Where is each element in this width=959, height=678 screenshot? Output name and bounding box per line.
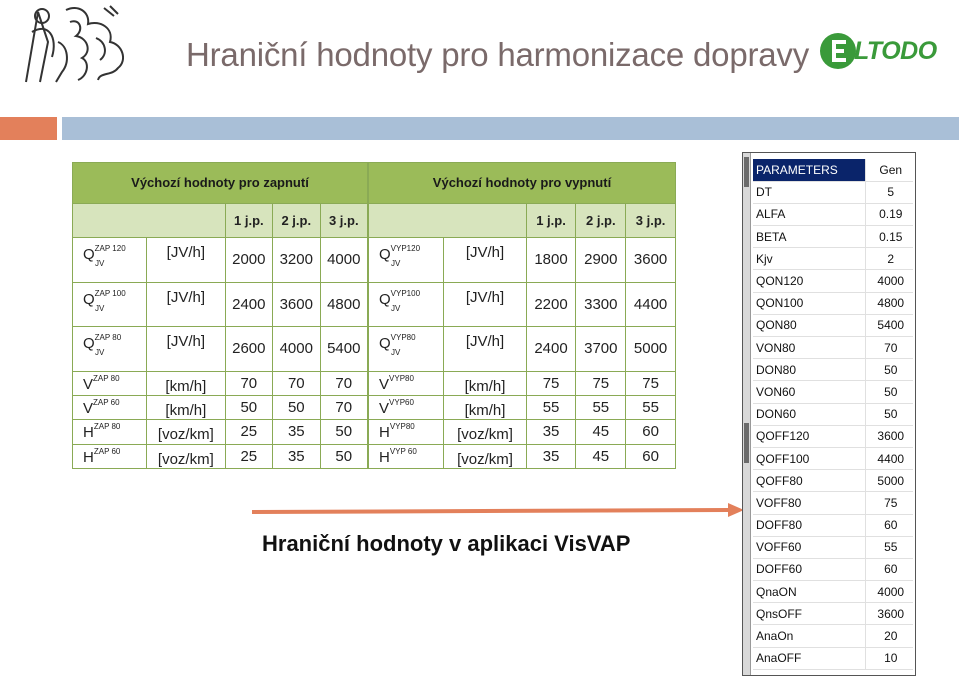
parameter-value[interactable]: 0.19 (865, 203, 913, 225)
column-header: 2 j.p. (273, 203, 320, 237)
symbol-superscript: ZAP 80 (94, 333, 122, 343)
table-row (369, 420, 676, 444)
unit-cell: [km/h] (444, 371, 526, 395)
arrow-right-icon (252, 501, 744, 523)
table-row (73, 444, 368, 468)
parameter-value[interactable]: 55 (865, 536, 913, 558)
unit-cell: [km/h] (147, 371, 225, 395)
parameter-row[interactable] (753, 425, 913, 447)
table-row (369, 327, 676, 372)
table-title: Výchozí hodnoty pro vypnutí (369, 163, 676, 204)
parameter-value[interactable]: 4400 (865, 447, 913, 469)
symbol-subscript: JV (391, 303, 401, 313)
parameters-header-value: Gen (865, 159, 913, 181)
value-cell: 5000 (626, 327, 676, 372)
parameter-row[interactable] (753, 314, 913, 336)
visvap-caption: Hraniční hodnoty v aplikaci VisVAP (262, 531, 631, 556)
symbol-cell (369, 420, 444, 444)
symbol-superscript: VYP80 (389, 373, 414, 383)
symbol-letter: H (83, 424, 94, 442)
parameter-row[interactable] (753, 248, 913, 270)
parameter-name: DON60 (753, 403, 865, 425)
parameter-row[interactable] (753, 403, 913, 425)
value-cell: 75 (626, 371, 676, 395)
header-blank (73, 203, 226, 237)
symbol-letter: V (83, 375, 94, 393)
symbol-cell (369, 444, 444, 468)
eltodo-logo (818, 28, 938, 74)
symbol-cell (369, 327, 444, 372)
symbol-letter: V (83, 400, 94, 418)
parameter-name: QON100 (753, 292, 865, 314)
value-cell: 50 (320, 444, 367, 468)
parameter-name: DOFF80 (753, 514, 865, 536)
value-cell: 3600 (626, 237, 676, 282)
parameter-name: VOFF80 (753, 492, 865, 514)
parameter-value[interactable]: 75 (865, 492, 913, 514)
table-row (369, 396, 676, 420)
symbol-letter: H (379, 424, 390, 442)
parameter-value[interactable]: 4000 (865, 581, 913, 603)
value-cell: 35 (526, 444, 576, 468)
table-switch-on (72, 162, 368, 469)
eltodo-e-icon (818, 31, 858, 71)
parameter-value[interactable]: 5400 (865, 314, 913, 336)
parameter-name: VON60 (753, 381, 865, 403)
parameter-row[interactable] (753, 581, 913, 603)
unit-cell: [voz/km] (147, 444, 225, 468)
parameter-row[interactable] (753, 558, 913, 580)
table-row (73, 371, 368, 395)
symbol-letter: H (83, 448, 94, 466)
symbol-cell (369, 371, 444, 395)
unit-cell: [km/h] (147, 396, 225, 420)
parameter-value[interactable]: 2 (865, 248, 913, 270)
value-cell: 75 (576, 371, 626, 395)
symbol-letter: Q (83, 335, 95, 353)
value-cell: 75 (526, 371, 576, 395)
value-cell: 2200 (526, 282, 576, 327)
parameter-value[interactable]: 0.15 (865, 226, 913, 248)
parameter-name: BETA (753, 226, 865, 248)
symbol-cell (369, 237, 444, 282)
scrollbar-thumb[interactable] (744, 157, 749, 187)
value-cell: 70 (225, 371, 272, 395)
eltodo-brand-text: LTODO (854, 36, 937, 65)
unit-cell: [voz/km] (147, 420, 225, 444)
value-cell: 25 (225, 420, 272, 444)
parameter-value[interactable]: 5000 (865, 470, 913, 492)
parameter-value[interactable]: 3600 (865, 603, 913, 625)
parameter-name: ALFA (753, 203, 865, 225)
unit-cell: [JV/h] (444, 327, 526, 372)
parameter-value[interactable]: 60 (865, 514, 913, 536)
value-cell: 2900 (576, 237, 626, 282)
parameter-value[interactable]: 60 (865, 558, 913, 580)
parameter-row[interactable] (753, 181, 913, 203)
table-switch-off (368, 162, 676, 469)
parameter-row[interactable] (753, 514, 913, 536)
value-cell: 50 (273, 396, 320, 420)
parameter-row[interactable] (753, 270, 913, 292)
parameter-name: QOFF80 (753, 470, 865, 492)
symbol-letter: Q (379, 246, 391, 264)
column-header: 1 j.p. (526, 203, 576, 237)
symbol-letter: H (379, 448, 390, 466)
value-cell: 3700 (576, 327, 626, 372)
table-row (369, 444, 676, 468)
parameters-header-name: PARAMETERS (753, 159, 865, 181)
symbol-letter: V (379, 375, 390, 393)
parameter-name: QON80 (753, 314, 865, 336)
symbol-cell (73, 282, 147, 327)
value-cell: 50 (225, 396, 272, 420)
value-cell: 1800 (526, 237, 576, 282)
value-cell: 4000 (320, 237, 367, 282)
value-cell: 45 (576, 420, 626, 444)
symbol-cell (73, 371, 147, 395)
column-header: 3 j.p. (626, 203, 676, 237)
value-cell: 45 (576, 444, 626, 468)
parameters-header-row[interactable] (753, 159, 913, 181)
symbol-subscript: JV (391, 259, 401, 269)
symbol-superscript: VYP120 (390, 244, 421, 254)
unit-cell: [JV/h] (147, 327, 225, 372)
value-cell: 35 (273, 420, 320, 444)
unit-cell: [JV/h] (147, 282, 225, 327)
scrollbar-thumb[interactable] (744, 423, 749, 463)
symbol-subscript: JV (95, 259, 105, 269)
symbol-superscript: VYP80 (389, 422, 415, 432)
unit-cell: [voz/km] (444, 444, 526, 468)
symbol-cell (73, 396, 147, 420)
value-cell: 55 (526, 396, 576, 420)
symbol-subscript: JV (95, 303, 105, 313)
parameter-value[interactable]: 3600 (865, 425, 913, 447)
parameter-name: AnaOFF (753, 647, 865, 669)
value-cell: 60 (626, 444, 676, 468)
value-cell: 60 (626, 420, 676, 444)
symbol-letter: Q (83, 246, 95, 264)
panel-scrollbar[interactable] (743, 153, 751, 675)
symbol-superscript: ZAP 80 (93, 422, 121, 432)
visvap-parameters-panel (742, 152, 916, 676)
symbol-letter: Q (379, 335, 391, 353)
page-title: Hraniční hodnoty pro harmonizace dopravy (186, 36, 810, 73)
value-cell: 5400 (320, 327, 367, 372)
symbol-letter: V (379, 400, 390, 418)
parameter-name: QOFF100 (753, 447, 865, 469)
parameter-name: VOFF60 (753, 536, 865, 558)
parameter-name: QOFF120 (753, 425, 865, 447)
symbol-letter: Q (379, 290, 391, 308)
parameter-value[interactable]: 4000 (865, 270, 913, 292)
symbol-superscript: VYP 60 (389, 446, 417, 456)
unit-cell: [JV/h] (444, 237, 526, 282)
column-header: 1 j.p. (225, 203, 272, 237)
parameter-row[interactable] (753, 536, 913, 558)
unit-cell: [voz/km] (444, 420, 526, 444)
parameter-value[interactable]: 4800 (865, 292, 913, 314)
value-cell: 70 (273, 371, 320, 395)
symbol-superscript: ZAP 120 (94, 244, 126, 254)
parameter-row[interactable] (753, 337, 913, 359)
symbol-superscript: VYP80 (390, 333, 416, 343)
value-cell: 2600 (225, 327, 272, 372)
value-cell: 4000 (273, 327, 320, 372)
unit-cell: [JV/h] (444, 282, 526, 327)
value-cell: 4400 (626, 282, 676, 327)
symbol-cell (73, 420, 147, 444)
parameter-row[interactable] (753, 359, 913, 381)
parameter-name: AnaOn (753, 625, 865, 647)
parameter-row[interactable] (753, 470, 913, 492)
table-title: Výchozí hodnoty pro zapnutí (73, 163, 368, 204)
value-cell: 70 (320, 371, 367, 395)
column-header: 3 j.p. (320, 203, 367, 237)
value-cell: 2400 (225, 282, 272, 327)
parameter-value[interactable]: 50 (865, 403, 913, 425)
value-cell: 35 (526, 420, 576, 444)
table-row (369, 237, 676, 282)
parameter-row[interactable] (753, 492, 913, 514)
parameter-row[interactable] (753, 381, 913, 403)
parameter-row[interactable] (753, 625, 913, 647)
parameter-value[interactable]: 50 (865, 381, 913, 403)
symbol-subscript: JV (391, 348, 401, 358)
parameter-name: DT (753, 181, 865, 203)
table-row (73, 396, 368, 420)
table-row (73, 237, 368, 282)
table-row (369, 371, 676, 395)
symbol-superscript: ZAP 100 (94, 288, 126, 298)
parameter-row[interactable] (753, 203, 913, 225)
value-cell: 55 (576, 396, 626, 420)
unit-cell: [JV/h] (147, 237, 225, 282)
university-lion-logo (18, 2, 133, 86)
value-cell: 3600 (273, 282, 320, 327)
unit-cell: [km/h] (444, 396, 526, 420)
value-cell: 2400 (526, 327, 576, 372)
symbol-cell (73, 237, 147, 282)
table-row (73, 420, 368, 444)
parameter-row[interactable] (753, 447, 913, 469)
symbol-cell (369, 396, 444, 420)
parameter-row[interactable] (753, 603, 913, 625)
table-row (73, 282, 368, 327)
accent-bar-orange (0, 117, 57, 140)
column-header: 2 j.p. (576, 203, 626, 237)
parameter-name: Kjv (753, 248, 865, 270)
symbol-subscript: JV (95, 348, 105, 358)
parameter-value[interactable]: 10 (865, 647, 913, 669)
symbol-cell (73, 444, 147, 468)
value-cell: 3200 (273, 237, 320, 282)
parameter-value[interactable]: 20 (865, 625, 913, 647)
symbol-superscript: VYP60 (389, 398, 414, 408)
value-cell: 2000 (225, 237, 272, 282)
parameter-name: QON120 (753, 270, 865, 292)
parameter-name: QnaON (753, 581, 865, 603)
symbol-superscript: VYP100 (390, 288, 421, 298)
symbol-superscript: ZAP 80 (93, 373, 120, 383)
value-cell: 35 (273, 444, 320, 468)
parameter-row[interactable] (753, 647, 913, 669)
value-cell: 3300 (576, 282, 626, 327)
symbol-superscript: ZAP 60 (93, 446, 121, 456)
parameter-row[interactable] (753, 226, 913, 248)
value-cell: 50 (320, 420, 367, 444)
value-cell: 25 (225, 444, 272, 468)
table-row (369, 282, 676, 327)
table-row (73, 327, 368, 372)
parameter-value[interactable]: 70 (865, 337, 913, 359)
parameter-name: QnsOFF (753, 603, 865, 625)
symbol-cell (369, 282, 444, 327)
symbol-letter: Q (83, 290, 95, 308)
parameter-row[interactable] (753, 292, 913, 314)
parameter-name: VON80 (753, 337, 865, 359)
parameter-value[interactable]: 50 (865, 359, 913, 381)
header-blank (369, 203, 527, 237)
parameter-value[interactable]: 5 (865, 181, 913, 203)
value-cell: 4800 (320, 282, 367, 327)
parameter-name: DOFF60 (753, 558, 865, 580)
parameter-name: DON80 (753, 359, 865, 381)
symbol-superscript: ZAP 60 (93, 398, 120, 408)
accent-bar-blue (62, 117, 959, 140)
value-cell: 70 (320, 396, 367, 420)
value-cell: 55 (626, 396, 676, 420)
symbol-cell (73, 327, 147, 372)
